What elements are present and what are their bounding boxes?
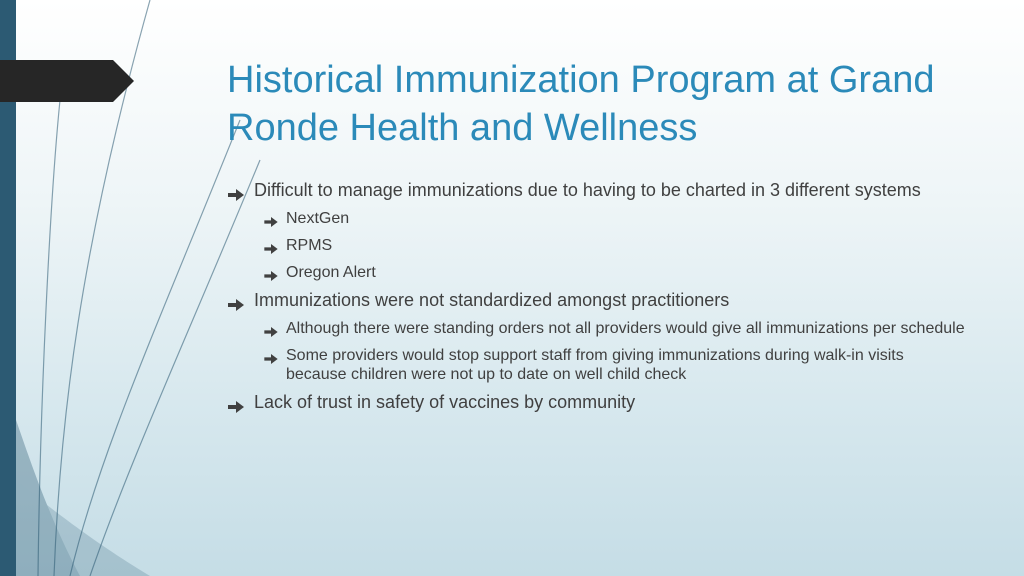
bullet-item [228,290,968,311]
sub-bullet-text: RPMS [286,237,333,254]
bullet-text: Lack of trust in safety of vaccines by community [254,392,636,412]
sub-bullet-item [264,346,968,384]
bullet-text: Difficult to manage immunizations due to having to be charted in 3 different systems [254,180,921,200]
sub-bullet-item [264,209,968,228]
bullet-text: Immunizations were not standardized amongst practitioners [254,290,730,310]
arrow-bullet-icon [264,240,278,259]
bullet-item [228,180,968,201]
sub-bullet-item [264,236,968,255]
arrow-bullet-icon [228,295,244,316]
title-tab-decoration [0,60,134,102]
arrow-bullet-icon [264,213,278,232]
sub-bullet-text: Some providers would stop support staff from giving immunizations during walk-in visits because children were not up to date on well child check [286,347,904,383]
sub-bullet-text: NextGen [286,210,350,227]
sub-bullet-text: Oregon Alert [286,264,376,281]
arrow-bullet-icon [228,185,244,206]
bullet-list [228,180,968,413]
arrow-bullet-icon [264,267,278,286]
bullet-item [228,392,968,413]
arrow-bullet-icon [228,397,244,418]
sub-bullet-text: Although there were standing orders not all providers would give all immunizations per schedule [286,320,965,337]
slide-title: Historical Immunization Program at Grand Ronde Health and Wellness [227,59,935,149]
sub-bullet-item [264,319,968,338]
arrow-bullet-icon [264,323,278,342]
arrow-bullet-icon [264,350,278,369]
sub-bullet-item [264,263,968,282]
